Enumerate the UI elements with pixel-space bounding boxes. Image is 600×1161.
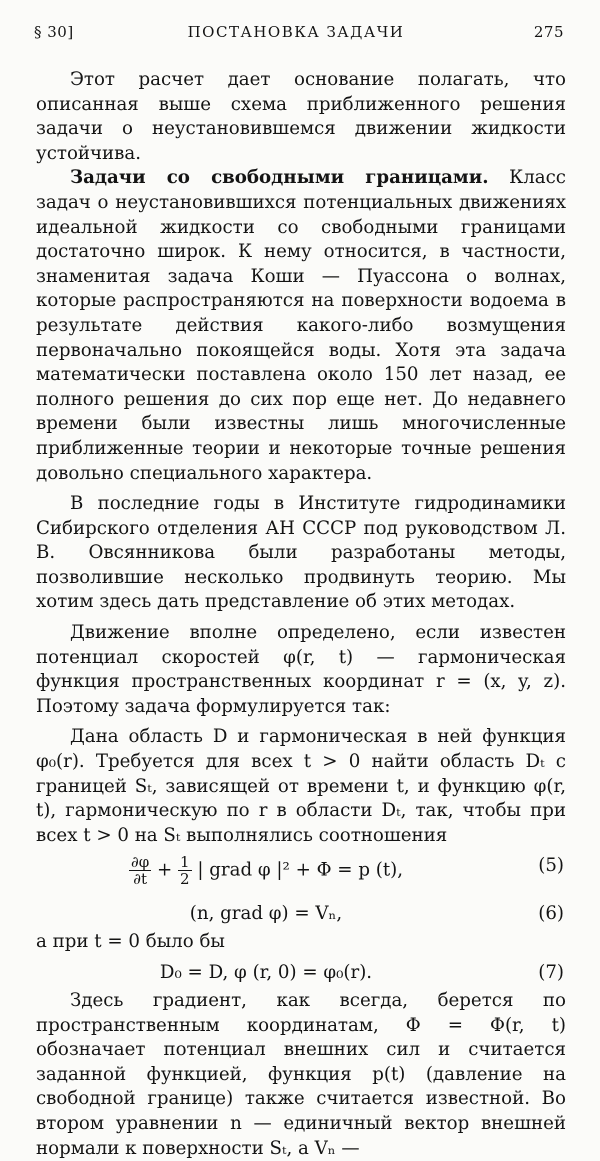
equation-5-formula: $\frac{\partial\varphi}{\partial t}$ + $\frac{1}{2}$ | grad φ |² + Φ = p (t), bbox=[130, 853, 404, 889]
section-heading: Задачи со свободными границами. bbox=[70, 167, 489, 189]
section-ref: § 30] bbox=[34, 23, 74, 41]
half-denominator: 2 bbox=[180, 870, 190, 889]
equation-5 bbox=[36, 848, 566, 896]
equation-6 bbox=[36, 896, 566, 930]
equation-7 bbox=[36, 955, 566, 989]
one-half bbox=[178, 854, 192, 887]
equation-7-formula: D₀ = D, φ (r, 0) = φ₀(r). bbox=[159, 962, 373, 983]
running-header bbox=[28, 23, 564, 45]
page-body bbox=[36, 68, 566, 1161]
paragraph-4: Движение вполне определено, если известен потенциал скоростей φ(r, t) — гармоническая функция пространственных координат r = (x, y, z). Поэтому задача формулируется так: bbox=[36, 622, 566, 717]
paragraph-5: Дана область D и гармоническая в ней функция φ₀(r). Требуется для всех t > 0 найти область Dₜ с границей Sₜ, зависящей от времени t, и функцию φ(r, t), гармоническую по r в области Dₜ, так, чтобы при всех t > 0 на Sₜ выполнялись соотношения bbox=[36, 726, 566, 846]
equation-5-rest: | grad φ |² + Φ = p (t), bbox=[191, 859, 404, 881]
paragraph-6: Здесь градиент, как всегда, берется по пространственным координатам, Φ = Φ(r, t) обозначает потенциал внешних сил и считается заданной функцией, функция p(t) (давление на свободной границе) также считается известной. Во втором уравнении n — единичный вектор внешней нормали к поверхности Sₜ, а Vₙ — bbox=[36, 990, 566, 1159]
partial-derivative bbox=[129, 854, 151, 887]
equation-7-number: (7) bbox=[538, 962, 564, 983]
paragraph-1: Этот расчет дает основание полагать, что описанная выше схема приближенного решения задачи о неустановившемся движении жидкости устойчива. bbox=[36, 69, 566, 164]
line-initial-condition: а при t = 0 было бы bbox=[36, 931, 225, 953]
equation-6-formula: (n, grad φ) = Vₙ, bbox=[189, 903, 343, 925]
paragraph-3: В последние годы в Институте гидродинамики Сибирского отделения АН СССР под руководством Л. В. Овсянникова были разработаны методы, позволившие несколько продвинуть теорию. Мы хотим здесь дать представление об этих методах. bbox=[36, 493, 566, 613]
page-number: 275 bbox=[533, 23, 564, 41]
equation-5-number: (5) bbox=[538, 855, 564, 877]
paragraph-2-text: Класс задач о неустановившихся потенциальных движениях идеальной жидкости со свободными границами достаточно широк. К нему относится, в частности, знаменитая задача Коши — Пуассона о волнах, которые распространяются на поверхности водоема в результате действия какого-либо возмущения первоначально покоящейся воды. Хотя эта задача математически поставлена около 150 лет назад, ее полного решения до сих пор еще нет. До недавнего времени были известны лишь многочисленные приближенные теории и некоторые точные решения довольно специального характера. bbox=[36, 167, 566, 484]
frac-numerator: ∂φ bbox=[130, 853, 150, 872]
frac-denominator: ∂t bbox=[133, 870, 147, 889]
header-title: ПОСТАНОВКА ЗАДАЧИ bbox=[187, 23, 405, 41]
equation-6-number: (6) bbox=[538, 903, 564, 925]
paragraph-2 bbox=[36, 166, 566, 486]
half-numerator: 1 bbox=[180, 853, 190, 872]
